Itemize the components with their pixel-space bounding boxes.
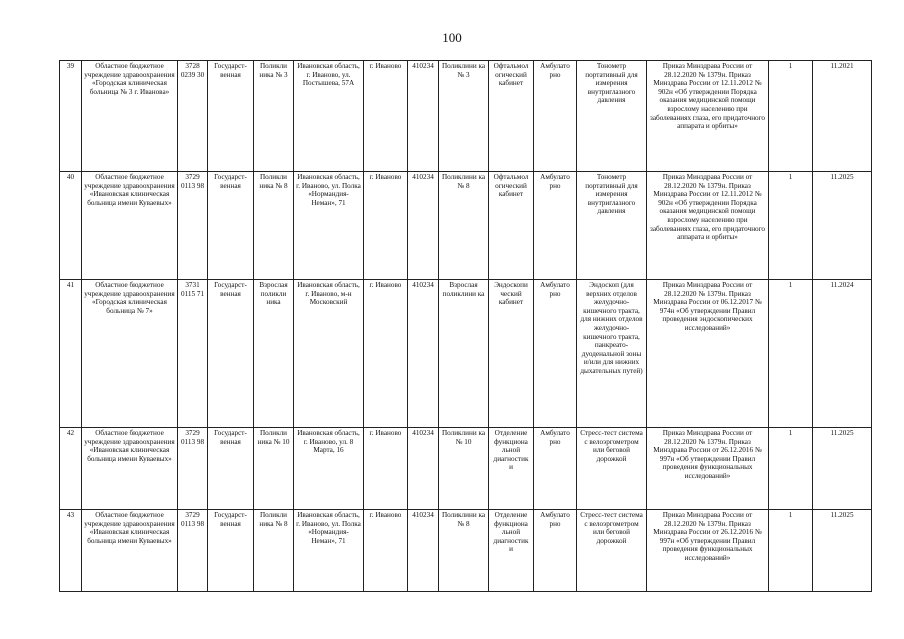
care-type: Амбулато рно: [534, 280, 577, 428]
postcode: 410234: [408, 428, 439, 510]
table-row: [60, 61, 872, 172]
city: г. Иваново: [364, 428, 408, 510]
legal-basis: Приказ Минздрава России от 28.12.2020 № 1379н. Приказ Минздрава России от 12.11.2012 № 902н «Об утверждении Порядка оказания медицинской помощи взрослому населению при заболеваниях глаза, его придаточного аппарата и орбиты»: [647, 172, 769, 280]
equipment-table: [59, 60, 872, 592]
institution-code: 3729 0113 98: [178, 510, 208, 592]
address: Ивановская область, г. Иваново, ул. Полка «Нормандия-Неман», 71: [294, 172, 364, 280]
division-name: Поликли ника № 8: [254, 510, 294, 592]
date: 11.2021: [813, 61, 872, 172]
department: Поликлини ка № 10: [439, 428, 489, 510]
institution-code: 3728 0239 30: [178, 61, 208, 172]
row-number: 41: [60, 280, 82, 428]
quantity: 1: [769, 510, 813, 592]
division-name: Поликли ника № 10: [254, 428, 294, 510]
row-number: 42: [60, 428, 82, 510]
care-type: Амбулато рно: [534, 428, 577, 510]
ownership-form: Государст-венная: [208, 61, 254, 172]
postcode: 410234: [408, 61, 439, 172]
city: г. Иваново: [364, 280, 408, 428]
city: г. Иваново: [364, 172, 408, 280]
care-type: Амбулато рно: [534, 510, 577, 592]
institution-name: Областное бюджетное учреждение здравоохранения «Ивановская клиническая больница имени Куваевых»: [82, 172, 178, 280]
date: 11.2025: [813, 172, 872, 280]
ownership-form: Государст-венная: [208, 510, 254, 592]
city: г. Иваново: [364, 510, 408, 592]
room: Эндоскопи ческий кабинет: [489, 280, 534, 428]
table-row: [60, 510, 872, 592]
institution-name: Областное бюджетное учреждение здравоохранения «Ивановская клиническая больница имени Куваевых»: [82, 510, 178, 592]
ownership-form: Государст-венная: [208, 280, 254, 428]
institution-name: Областное бюджетное учреждение здравоохранения «Городская клиническая больница № 7»: [82, 280, 178, 428]
ownership-form: Государст-венная: [208, 428, 254, 510]
department: Поликлини ка № 3: [439, 61, 489, 172]
address: Ивановская область, г. Иваново, ул. Постышева, 57А: [294, 61, 364, 172]
equipment: Стресс-тест система с велоэргометром или беговой дорожкой: [577, 510, 647, 592]
equipment: Тонометр портативный для измерения внутриглазного давления: [577, 61, 647, 172]
city: г. Иваново: [364, 61, 408, 172]
postcode: 410234: [408, 172, 439, 280]
room: Отделение функциона льной диагностик и: [489, 510, 534, 592]
address: Ивановская область, г. Иваново, ул. Полка «Нормандия-Неман», 71: [294, 510, 364, 592]
date: 11.2024: [813, 280, 872, 428]
division-name: Взрослая поликли ника: [254, 280, 294, 428]
institution-code: 3729 0113 98: [178, 172, 208, 280]
quantity: 1: [769, 428, 813, 510]
department: Поликлини ка № 8: [439, 172, 489, 280]
department: Взрослая поликлини ка: [439, 280, 489, 428]
division-name: Поликли ника № 3: [254, 61, 294, 172]
legal-basis: Приказ Минздрава России от 28.12.2020 № 1379н. Приказ Минздрава России от 26.12.2016 № 997н «Об утверждении Правил проведения функциональных исследований»: [647, 510, 769, 592]
quantity: 1: [769, 280, 813, 428]
row-number: 43: [60, 510, 82, 592]
postcode: 410234: [408, 510, 439, 592]
legal-basis: Приказ Минздрава России от 28.12.2020 № 1379н. Приказ Минздрава России от 12.11.2012 № 902н «Об утверждении Порядка оказания медицинской помощи взрослому населению при заболеваниях глаза, его придаточного аппарата и орбиты»: [647, 61, 769, 172]
institution-code: 3729 0113 98: [178, 428, 208, 510]
room: Офтальмол огический кабинет: [489, 172, 534, 280]
equipment: Эндоскоп (для верхних отделов желудочно-кишечного тракта, для нижних отделов желудочно-кишечного тракта, панкреато-дуоденальной зоны и/или для нижних дыхательных путей): [577, 280, 647, 428]
address: Ивановская область, г. Иваново, ул. 8 Марта, 16: [294, 428, 364, 510]
institution-name: Областное бюджетное учреждение здравоохранения «Ивановская клиническая больница имени Куваевых»: [82, 428, 178, 510]
address: Ивановская область, г. Иваново, м-н Московский: [294, 280, 364, 428]
table-row: [60, 428, 872, 510]
page-number: 100: [442, 30, 462, 45]
row-number: 39: [60, 61, 82, 172]
row-number: 40: [60, 172, 82, 280]
institution-code: 3731 0115 71: [178, 280, 208, 428]
ownership-form: Государст-венная: [208, 172, 254, 280]
department: Поликлини ка № 8: [439, 510, 489, 592]
room: Офтальмол огический кабинет: [489, 61, 534, 172]
care-type: Амбулато рно: [534, 61, 577, 172]
room: Отделение функциона льной диагностик и: [489, 428, 534, 510]
division-name: Поликли ника № 8: [254, 172, 294, 280]
legal-basis: Приказ Минздрава России от 28.12.2020 № 1379н. Приказ Минздрава России от 26.12.2016 № 997н «Об утверждении Правил проведения функциональных исследований»: [647, 428, 769, 510]
equipment: Стресс-тест система с велоэргометром или беговой дорожкой: [577, 428, 647, 510]
date: 11.2025: [813, 428, 872, 510]
date: 11.2025: [813, 510, 872, 592]
institution-name: Областное бюджетное учреждение здравоохранения «Городская клиническая больница № 3 г. Иванова»: [82, 61, 178, 172]
quantity: 1: [769, 61, 813, 172]
equipment: Тонометр портативный для измерения внутриглазного давления: [577, 172, 647, 280]
table-row: [60, 280, 872, 428]
table-row: [60, 172, 872, 280]
quantity: 1: [769, 172, 813, 280]
care-type: Амбулато рно: [534, 172, 577, 280]
postcode: 410234: [408, 280, 439, 428]
legal-basis: Приказ Минздрава России от 28.12.2020 № 1379н. Приказ Минздрава России от 06.12.2017 № 974н «Об утверждении Правил проведения эндоскопических исследований»: [647, 280, 769, 428]
